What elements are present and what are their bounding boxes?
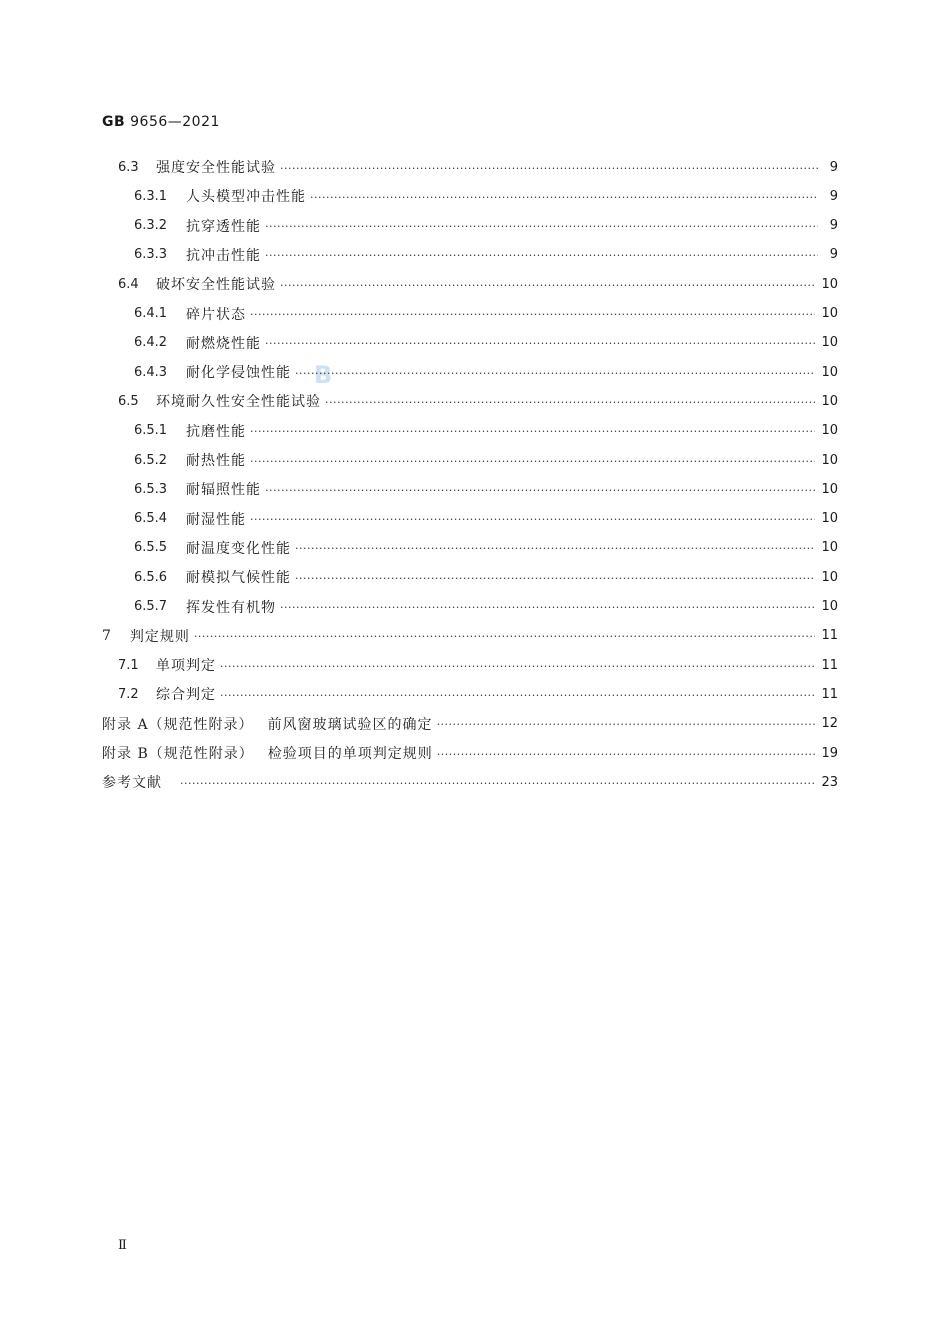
toc-entry-number: 附录 A（规范性附录） bbox=[102, 716, 254, 733]
toc-entry-number: 6.3.3 bbox=[134, 247, 168, 263]
toc-entry[interactable] bbox=[134, 185, 838, 207]
toc-entry[interactable] bbox=[134, 244, 838, 266]
toc-entry[interactable] bbox=[134, 537, 838, 559]
toc-entry-page: 9 bbox=[829, 188, 838, 204]
toc-entry[interactable] bbox=[134, 215, 838, 237]
toc-leader-dots bbox=[437, 748, 816, 761]
toc-entry-page: 10 bbox=[821, 452, 838, 468]
toc-entry-page: 10 bbox=[821, 481, 838, 497]
toc-entry-number: 6.3.2 bbox=[134, 218, 168, 234]
toc-entry-title: 抗磨性能 bbox=[186, 423, 246, 440]
document-header bbox=[102, 114, 220, 130]
toc-entry-page: 10 bbox=[821, 423, 838, 439]
toc-entry[interactable] bbox=[134, 303, 838, 325]
toc-entry[interactable] bbox=[118, 273, 838, 295]
toc-leader-dots bbox=[220, 689, 815, 702]
toc-leader-dots bbox=[250, 513, 815, 526]
toc-entry-page: 11 bbox=[821, 628, 838, 644]
toc-entry-number: 6.5 bbox=[118, 393, 139, 409]
toc-entry[interactable] bbox=[134, 332, 838, 354]
toc-entry-number: 6.4.3 bbox=[134, 364, 168, 380]
toc-entry-title: 单项判定 bbox=[156, 658, 216, 675]
toc-entry[interactable] bbox=[118, 156, 838, 178]
toc-entry-number: 6.4.2 bbox=[134, 335, 168, 351]
toc-entry-page: 10 bbox=[821, 306, 838, 321]
standard-number: 9656—2021 bbox=[130, 114, 220, 130]
toc-entry-title: 破坏安全性能试验 bbox=[156, 277, 276, 294]
toc-entry-page: 10 bbox=[821, 364, 838, 380]
toc-entry-page: 11 bbox=[821, 686, 838, 702]
toc-entry[interactable] bbox=[118, 654, 838, 676]
toc-entry-number: 7.1 bbox=[118, 657, 139, 673]
toc-entry-number: 6.5.1 bbox=[134, 423, 168, 439]
toc-entry-page: 9 bbox=[829, 159, 838, 175]
toc-entry-title: 耐湿性能 bbox=[186, 511, 246, 528]
toc-entry-number: 6.5.6 bbox=[134, 569, 168, 585]
toc-entry-title: 强度安全性能试验 bbox=[156, 160, 276, 176]
toc-leader-dots bbox=[220, 660, 815, 673]
toc-entry-number: 6.5.4 bbox=[134, 511, 168, 527]
toc-entry-number: 6.3 bbox=[118, 159, 139, 175]
toc-entry-title: 耐模拟气候性能 bbox=[186, 570, 291, 587]
toc-entry[interactable] bbox=[134, 449, 838, 471]
toc-entry-title: 挥发性有机物 bbox=[186, 599, 276, 616]
toc-entry-title: 环境耐久性安全性能试验 bbox=[156, 394, 321, 411]
toc-entry-title: 检验项目的单项判定规则 bbox=[267, 746, 433, 762]
toc-leader-dots bbox=[280, 162, 818, 175]
toc-leader-dots bbox=[295, 572, 815, 585]
standard-code: GB bbox=[102, 114, 126, 130]
toc-leader-dots bbox=[310, 191, 818, 204]
toc-leader-dots bbox=[295, 367, 815, 380]
toc-entry-number: 6.5.3 bbox=[134, 481, 168, 497]
toc-leader-dots bbox=[437, 718, 816, 731]
toc-entry-number: 6.3.1 bbox=[134, 188, 168, 204]
toc-entry-number: 6.5.2 bbox=[134, 452, 168, 468]
toc-entry-page: 10 bbox=[821, 569, 838, 585]
toc-entry-number: 7.2 bbox=[118, 686, 139, 702]
toc-entry[interactable] bbox=[118, 390, 838, 412]
toc-entry-page: 12 bbox=[821, 716, 838, 732]
toc-leader-dots bbox=[250, 425, 815, 438]
toc-entry-page: 10 bbox=[821, 599, 838, 614]
toc-entry-page: 10 bbox=[821, 335, 838, 351]
toc-entry-number: 6.4 bbox=[118, 276, 139, 292]
toc-leader-dots bbox=[265, 337, 815, 350]
toc-leader-dots bbox=[280, 279, 815, 292]
toc-entry-page: 9 bbox=[829, 247, 838, 263]
toc-entry-page: 11 bbox=[821, 657, 838, 673]
toc-entry-title: 碎片状态 bbox=[186, 306, 246, 323]
toc-entry-page: 10 bbox=[821, 276, 838, 292]
toc-entry-page: 10 bbox=[821, 393, 838, 409]
toc-entry-title: 前风窗玻璃试验区的确定 bbox=[267, 716, 433, 733]
toc-entry[interactable] bbox=[134, 361, 838, 383]
toc-entry-number: 7 bbox=[102, 627, 112, 644]
toc-entry-number: 6.4.1 bbox=[134, 306, 168, 321]
toc-entry-page: 19 bbox=[821, 745, 838, 761]
toc-entry-title: 耐燃烧性能 bbox=[186, 335, 261, 352]
toc-entry[interactable] bbox=[134, 508, 838, 530]
toc-entry-title: 耐温度变化性能 bbox=[186, 540, 291, 557]
toc-entry[interactable] bbox=[134, 420, 838, 442]
toc-entry[interactable] bbox=[134, 566, 838, 588]
toc-entry[interactable] bbox=[102, 713, 838, 735]
toc-entry[interactable] bbox=[102, 625, 838, 647]
toc-entry[interactable] bbox=[102, 742, 838, 764]
toc-leader-dots bbox=[265, 249, 818, 262]
toc-entry[interactable] bbox=[134, 596, 838, 618]
toc-entry-title: 耐热性能 bbox=[186, 453, 246, 469]
toc-entry-title: 抗冲击性能 bbox=[186, 247, 261, 264]
toc-entry[interactable] bbox=[134, 478, 838, 500]
toc-entry-number: 6.5.5 bbox=[134, 540, 168, 556]
toc-leader-dots bbox=[250, 455, 815, 468]
toc-entry-title: 判定规则 bbox=[129, 628, 190, 645]
toc-leader-dots bbox=[180, 777, 815, 790]
toc-entry-title: 耐化学侵蚀性能 bbox=[186, 365, 291, 382]
toc-entry-number: 参考文献 bbox=[102, 775, 162, 792]
toc-entry-page: 23 bbox=[821, 774, 838, 790]
toc-leader-dots bbox=[265, 484, 815, 497]
toc-entry-number: 附录 B（规范性附录） bbox=[102, 746, 254, 762]
toc-entry-page: 10 bbox=[821, 511, 838, 527]
toc-leader-dots bbox=[295, 542, 815, 555]
toc-leader-dots bbox=[194, 630, 816, 643]
page-number: Ⅱ bbox=[118, 1238, 127, 1253]
toc-leader-dots bbox=[325, 396, 815, 409]
toc-entry-page: 10 bbox=[821, 540, 838, 556]
toc-leader-dots bbox=[265, 220, 818, 233]
toc-entry[interactable] bbox=[102, 771, 838, 793]
toc-leader-dots bbox=[280, 601, 815, 614]
toc-entry-number: 6.5.7 bbox=[134, 599, 168, 614]
toc-entry-title: 人头模型冲击性能 bbox=[186, 189, 306, 206]
toc-leader-dots bbox=[250, 308, 815, 321]
toc-entry[interactable] bbox=[118, 683, 838, 705]
toc-entry-title: 耐辐照性能 bbox=[186, 482, 261, 499]
toc-entry-title: 抗穿透性能 bbox=[186, 218, 261, 235]
toc-entry-page: 9 bbox=[829, 218, 838, 234]
watermark-icon: B bbox=[314, 361, 333, 389]
toc-entry-title: 综合判定 bbox=[156, 687, 216, 704]
